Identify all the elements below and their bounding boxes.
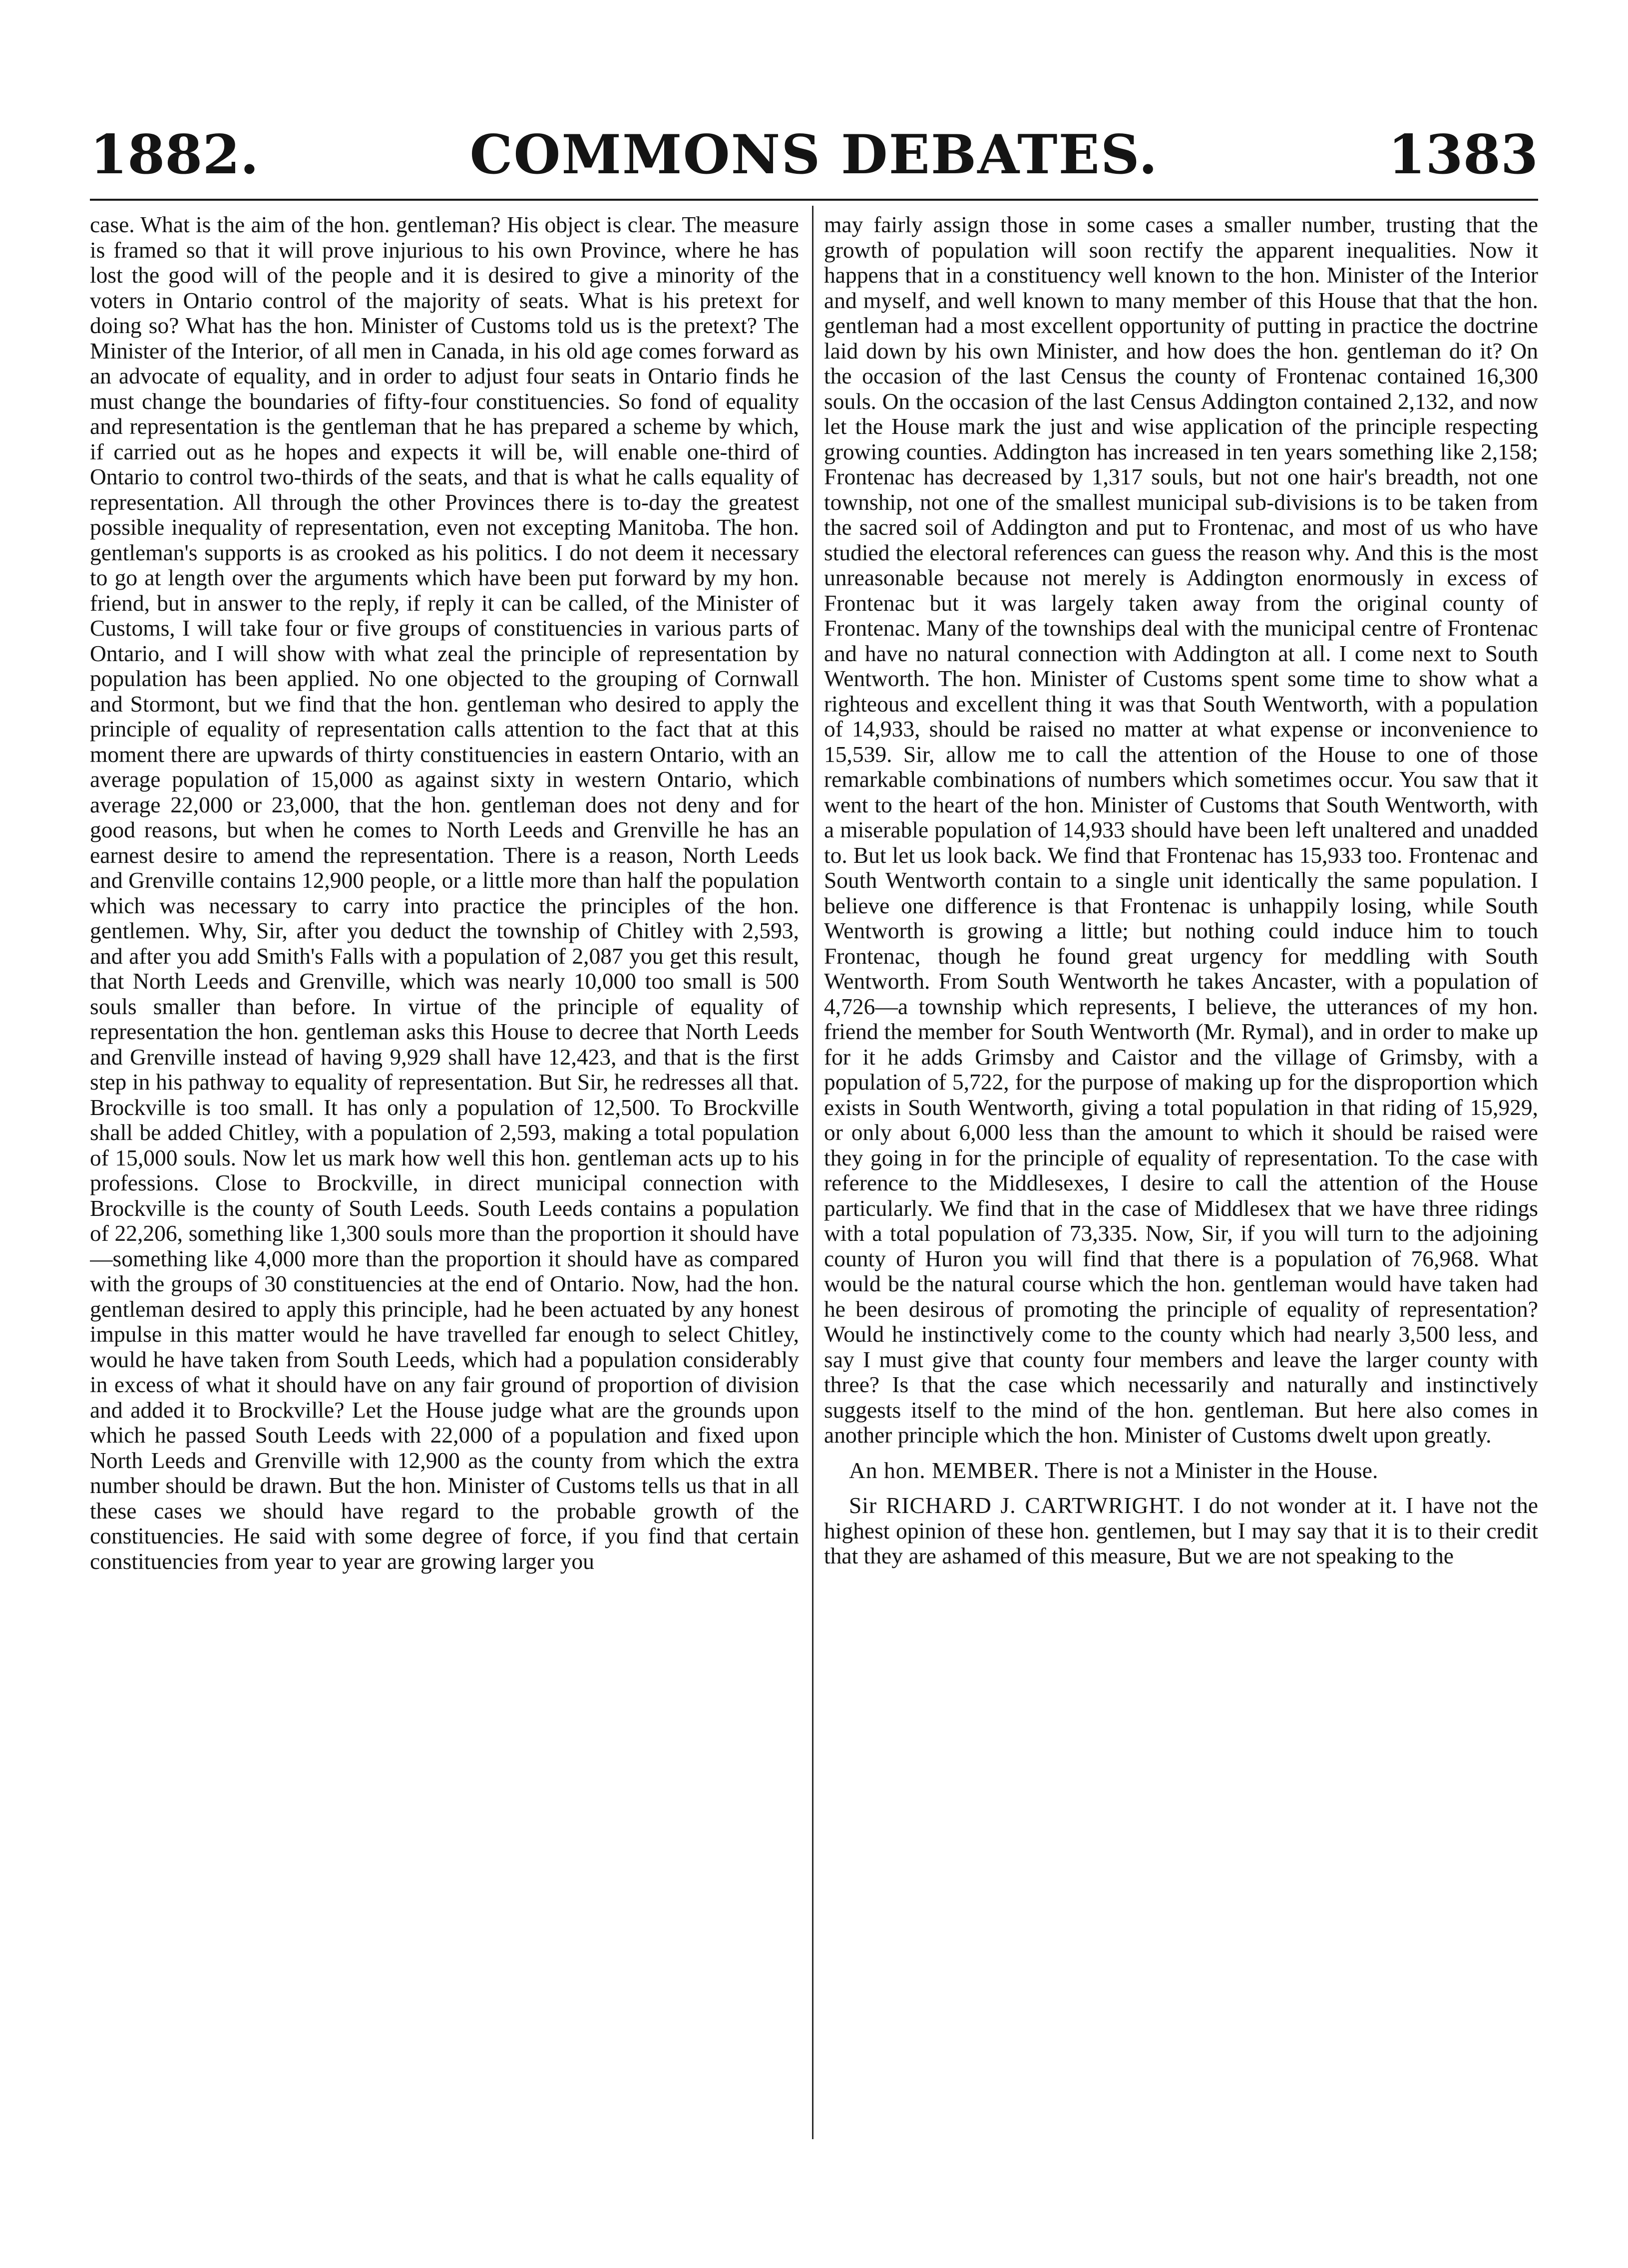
left-paragraph-1: case. What is the aim of the hon. gentleman? His object is clear. The measure is framed so that it will prove injurious to his own Province, where he has lost the good will of the people and it is desired to give a minority of the voters in Ontario control of the majority of seats. What is his pretext for doing so? What has the hon. Minister of Customs told us is the pretext? The Minister of the Interior, of all men in Canada, in his old age comes forward as an advocate of equality, and in order to adjust four seats in Ontario finds he must change the boundaries of fifty-four constituencies. So fond of equality and representation is the gentleman that he has prepared a scheme by which, if carried out as he hopes and expects it will be, will enable one-third of Ontario to control two-thirds of the seats, and that is what he calls equality of representation. All through the other Provinces there is to-day the greatest possible inequality of representation, even not excepting Manitoba. The hon. gentleman's supports is as crooked as his politics. I do not deem it necessary to go at length over the arguments which have been put forward by my hon. friend, but in answer to the reply, if reply it can be called, of the Minister of Customs, I will take four or five groups of constituencies in various parts of Ontario, and I will show with what zeal the principle of representation by population has been applied. No one objected to the grouping of Cornwall and Stormont, but we find that the hon. gentleman who desired to apply the principle of equality of representation calls attention to the fact that at this moment there are upwards of thirty constituencies in eastern Ontario, with an average population of 15,000 as against sixty in western Ontario, which average 22,000 or 23,000, that the hon. gentleman does not deny and for good reasons, but when he comes to North Leeds and Grenville he has an earnest desire to amend the representation. There is a reason, North Leeds and Grenville contains 12,900 people, or a little more than half the population which was necessary to carry into practice the principles of the hon. gentlemen. Why, Sir, after you deduct the township of Chitley with 2,593, and after you add Smith's Falls with a population of 2,087 you get this result, that North Leeds and Grenville, which was nearly 10,000 too small is 500 souls smaller than before. In virtue of the principle of equality of representation the hon. gentleman asks this House to decree that North Leeds and Grenville instead of having 9,929 shall have 12,423, and that is the first step in his pathway to equality of representation. But Sir, he redresses all that. Brockville is too small. It has only a population of 12,500. To Brockville shall be added Chitley, with a population of 2,593, making a total population of 15,000 souls. Now let us mark how well this hon. gentleman acts up to his professions. Close to Brockville, in direct municipal connection with Brockville is the county of South Leeds. South Leeds contains a population of 22,206, something like 1,300 souls more than the proportion it should have—something like 4,000 more than the proportion it should have as compared with the groups of 30 constituencies at the end of Ontario. Now, had the hon. gentleman desired to apply this principle, had he been actuated by any honest impulse in this matter would he have travelled far enough to select Chitley, would he have taken from South Leeds, which had a population considerably in excess of what it should have on any fair ground of proportion of division and added it to Brockville? Let the House judge what are the grounds upon which he passed South Leeds with 22,000 of a population and fixed upon North Leeds and Grenville with 12,900 as the county from which the extra number should be drawn. But the hon. Minister of Customs tells us that in all these cases we should have regard to the probable growth of the constituencies. He said with some degree of force, if you find that certain constituencies from year to year are growing larger you <box>90 212 799 1574</box>
right-paragraph-2 <box>824 1458 1538 1484</box>
header-rule <box>90 199 1538 201</box>
right-column <box>824 212 1538 2140</box>
header-year: 1882. <box>90 123 259 186</box>
right-paragraph-1: may fairly assign those in some cases a smaller number, trusting that the growth of population will soon rectify the apparent inequalities. Now it happens that in a constituency well known to the hon. Minister of the Interior and myself, and well known to many member of this House that that the hon. gentleman had a most excellent opportunity of putting in practice the doctrine laid down by his own Minister, and how does the hon. gentleman do it? On the occasion of the last Census the county of Frontenac contained 16,300 souls. On the occasion of the last Census Addington contained 2,132, and now let the House mark the just and wise application of the principle respecting growing counties. Addington has increased in ten years something like 2,158; Frontenac has decreased by 1,317 souls, but not one hair's breadth, not one township, not one of the smallest municipal sub-divisions is to be taken from the sacred soil of Addington and put to Frontenac, and most of us who have studied the electoral references can guess the reason why. And this is the most unreasonable because not merely is Addington enormously in excess of Frontenac but it was largely taken away from the original county of Frontenac. Many of the townships deal with the municipal centre of Frontenac and have no natural connection with Addington at all. I come next to South Wentworth. The hon. Minister of Customs spent some time to show what a righteous and excellent thing it was that South Wentworth, with a population of 14,933, should be raised no matter at what expense or inconvenience to 15,539. Sir, allow me to call the attention of the House to one of those remarkable combinations of numbers which sometimes occur. You saw that it went to the heart of the hon. Minister of Customs that South Wentworth, with a miserable population of 14,933 should have been left unaltered and unadded to. But let us look back. We find that Frontenac has 15,933 too. Frontenac and South Wentworth contain to a single unit identically the same population. I believe one difference is that Frontenac is unhappily losing, while South Wentworth is growing a little; but nothing could induce him to touch Frontenac, though he found great urgency for meddling with South Wentworth. From South Wentworth he takes Ancaster, with a population of 4,726—a township which represents, I believe, the utterances of my hon. friend the member for South Wentworth (Mr. Rymal), and in order to make up for it he adds Grimsby and Caistor and the village of Grimsby, with a population of 5,722, for the purpose of making up for the disproportion which exists in South Wentworth, giving a total population in that riding of 15,929, or only about 6,000 less than the amount to which it should be raised were they going in for the principle of equality of representation. To the case with reference to the Middlesexes, I desire to call the attention of the House particularly. We find that in the case of Middlesex that we have three ridings with a total population of 73,335. Now, Sir, if you will turn to the adjoining county of Huron you will find that there is a population of 76,968. What would be the natural course which the hon. gentleman would have taken had he been desirous of promoting the principle of equality of representation? Would he instinctively come to the county which had nearly 3,500 less, and say I must give that county four members and leave the larger county with three? Is that the case which necessarily and naturally and instinctively suggests itself to the mind of the hon. gentleman. But here also comes in another principle which the hon. Minister of Customs dwelt upon greatly. <box>824 212 1538 1448</box>
speaker-hon-member: An hon. MEMBER. <box>849 1457 1040 1483</box>
header-title: COMMONS DEBATES. <box>469 123 1159 186</box>
left-column <box>90 212 799 2140</box>
speaker-cartwright: Sir RICHARD J. CARTWRIGHT. <box>849 1493 1185 1518</box>
speech-hon-member: There is not a Minister in the House. <box>1045 1457 1378 1483</box>
column-divider <box>812 206 814 2139</box>
header-page-number: 1383 <box>1388 123 1538 186</box>
speech-cartwright: I do not wonder at it. I have not the highest opinion of these hon. gentlemen, but I may say that it is to their credit that they are ashamed of this measure, But we are not speaking to the <box>824 1493 1538 1568</box>
right-paragraph-3 <box>824 1493 1538 1569</box>
page-header <box>90 122 1538 187</box>
